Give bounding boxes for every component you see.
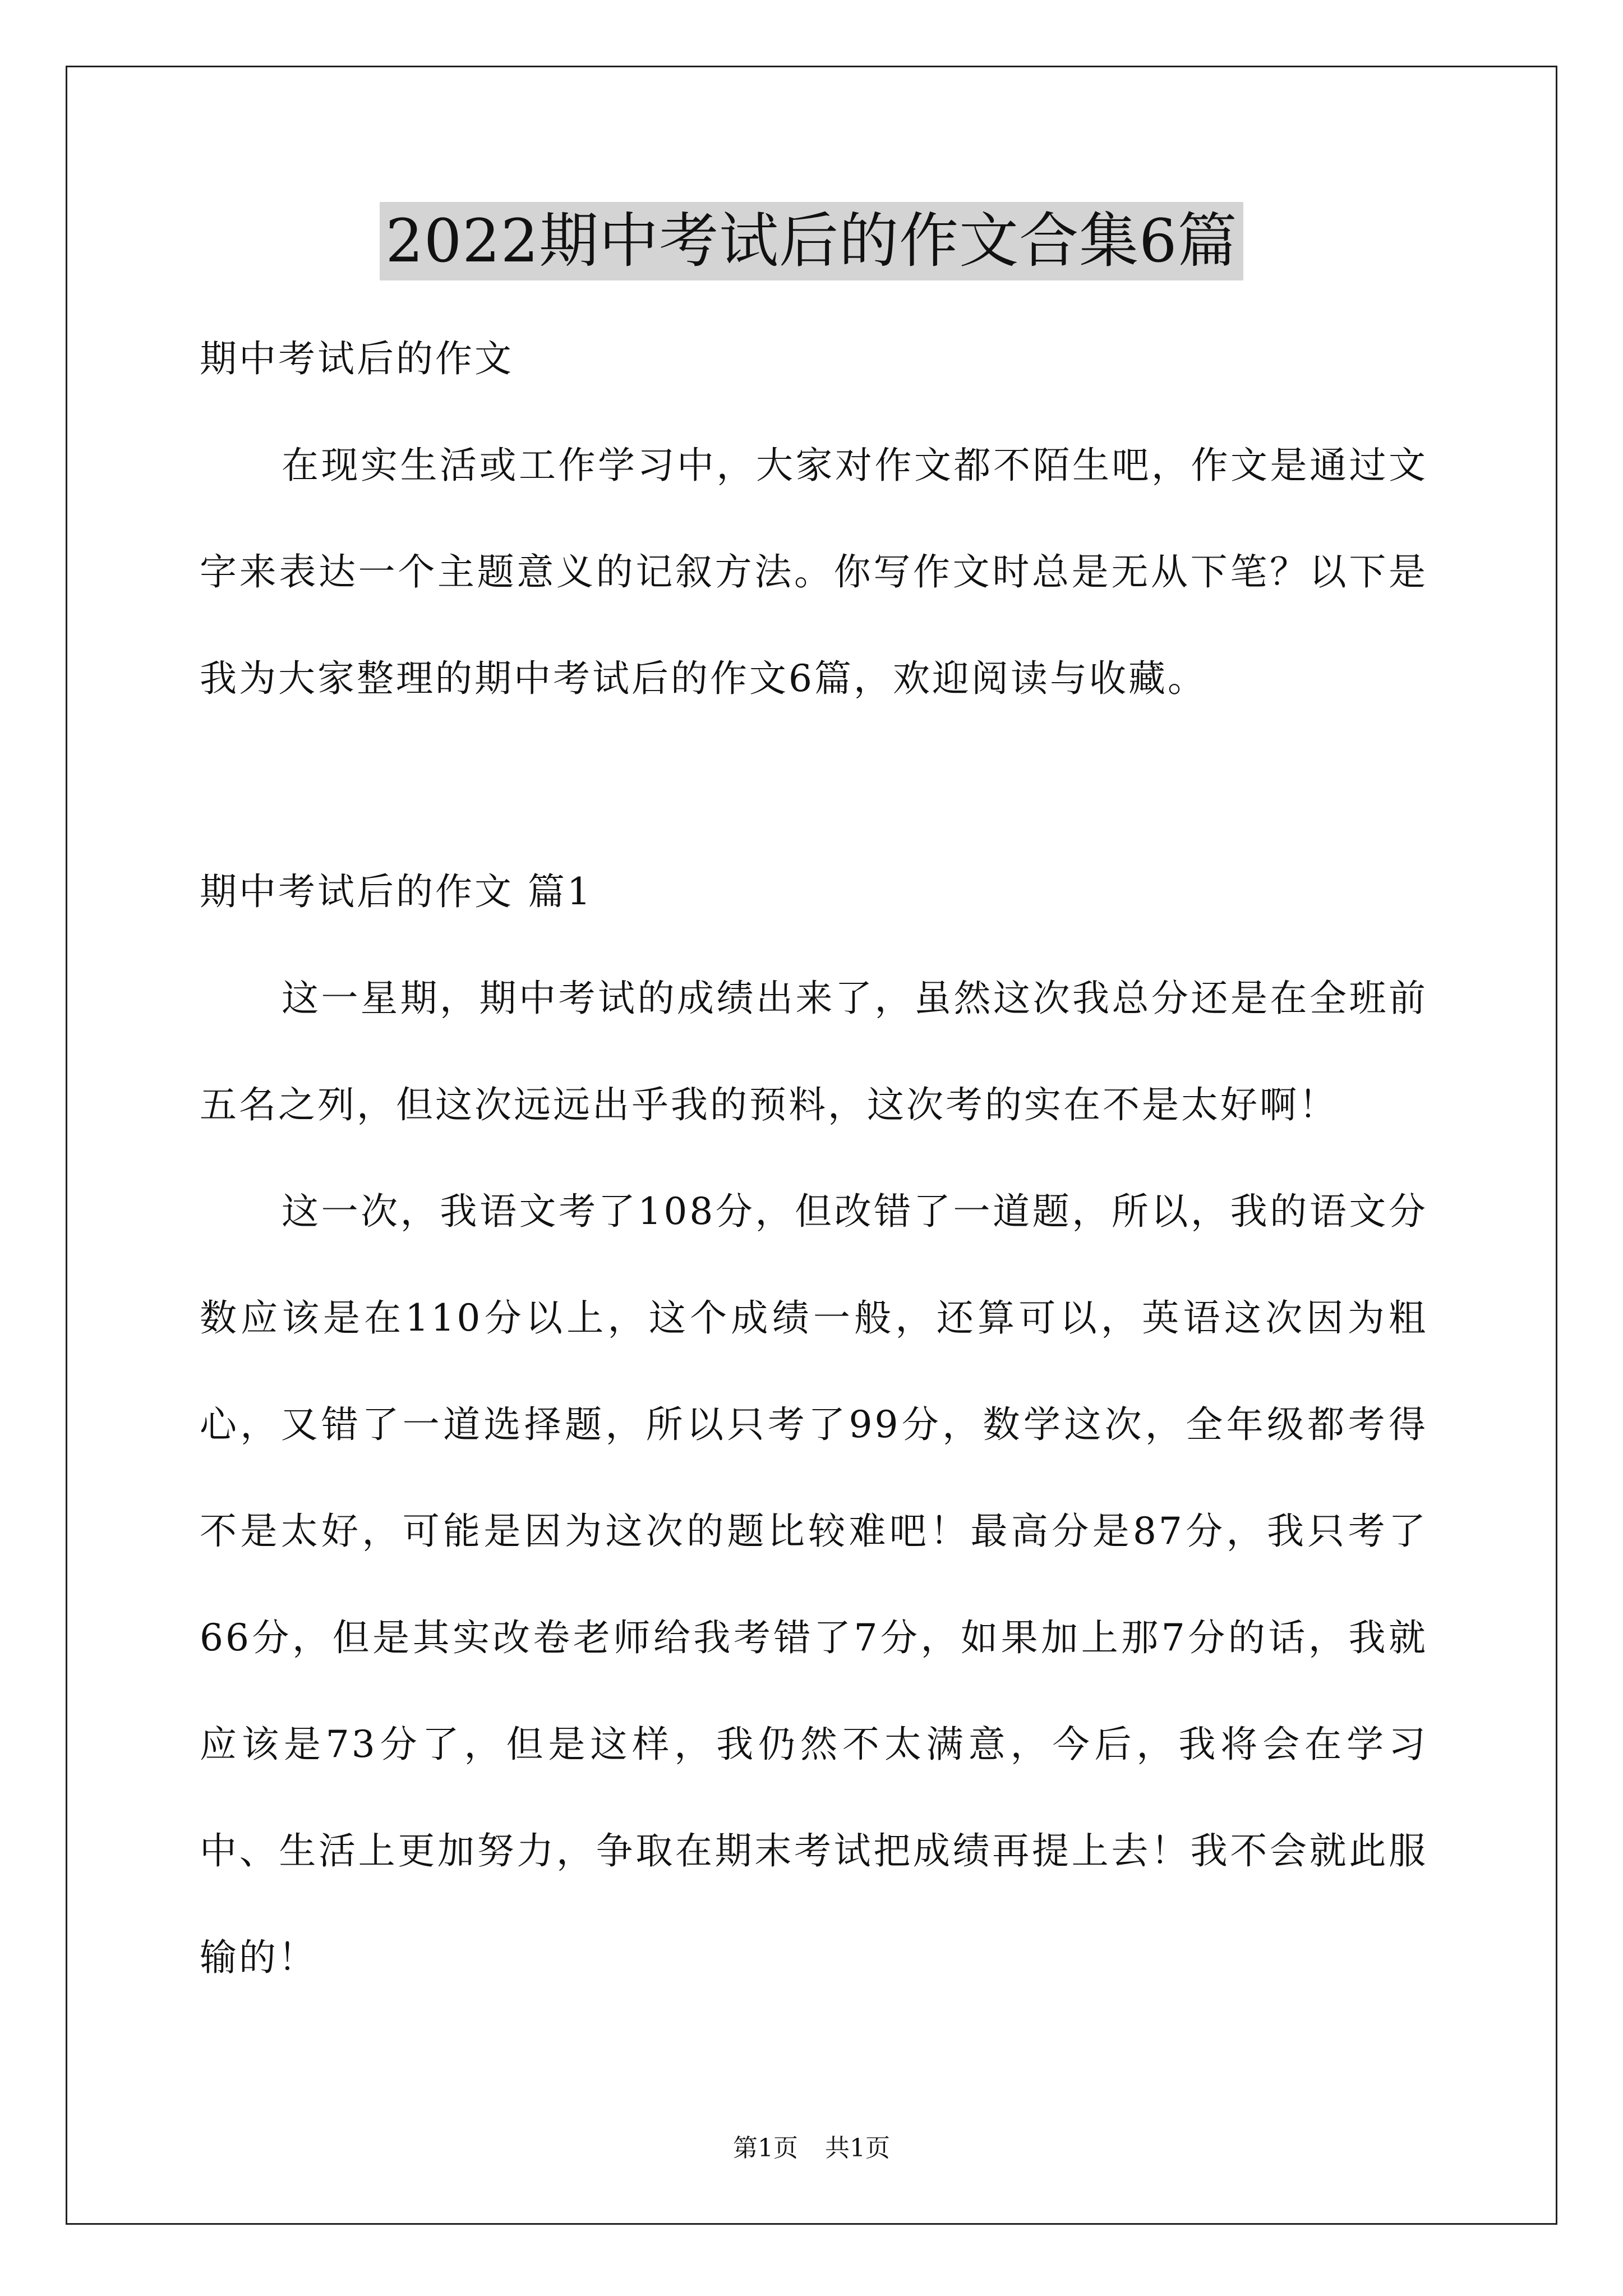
document-title: 2022期中考试后的作文合集6篇 (380, 202, 1243, 280)
section1-paragraph-2: 这一次，我语文考了108分，但改错了一道题，所以，我的语文分数应该是在110分以上，这个成绩一般，还算可以，英语这次因为粗心，又错了一道选择题，所以只考了99分，数学这次，全年级都考得不是太好，可能是因为这次的题比较难吧！最高分是87分，我只考了66分，但是其实改卷老师给我考错了7分，如果加上那7分的话，我就应该是73分了，但是这样，我仍然不太满意，今后，我将会在学习中、生活上更加努力，争取在期末考试把成绩再提上去！我不会就此服输的！ (200, 1190, 1428, 1979)
section1-paragraph-1: 这一星期，期中考试的成绩出来了，虽然这次我总分还是在全班前五名之列，但这次远远出乎我的预料，这次考的实在不是太好啊！ (200, 977, 1428, 1126)
section1-heading: 期中考试后的作文 篇1 (200, 870, 593, 913)
title-container (0, 202, 1623, 280)
intro-paragraph: 在现实生活或工作学习中，大家对作文都不陌生吧，作文是通过文字来表达一个主题意义的记叙方法。你写作文时总是无从下笔？以下是我为大家整理的期中考试后的作文6篇，欢迎阅读与收藏。 (200, 444, 1428, 700)
page-total: 共1页 (825, 2134, 890, 2162)
page-number: 第1页 (733, 2134, 798, 2162)
section-spacer (200, 732, 1428, 839)
intro-heading: 期中考试后的作文 (200, 337, 514, 380)
document-body (200, 306, 1428, 2011)
page-footer (0, 2132, 1623, 2165)
